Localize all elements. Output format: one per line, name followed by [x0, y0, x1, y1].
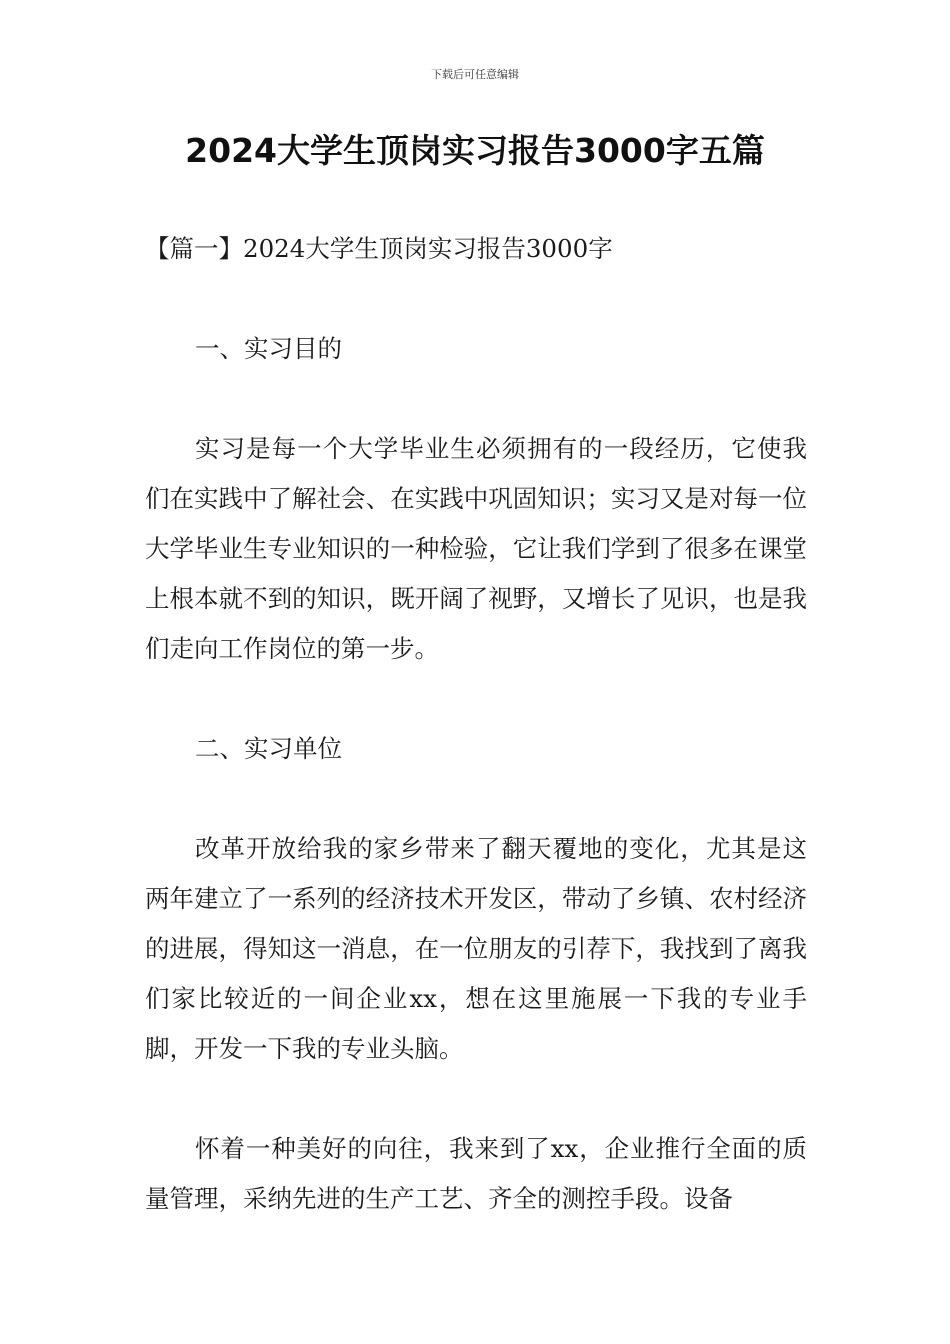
section-heading-purpose: 一、实习目的	[195, 334, 342, 363]
header-note: 下载后可任意编辑	[431, 68, 519, 81]
part-heading: 【篇一】2024大学生顶岗实习报告3000字	[145, 234, 613, 263]
paragraph-unit-2: 怀着一种美好的向往，我来到了xx，企业推行全面的质量管理，采纳先进的生产工艺、齐全的测控手段。设备	[145, 1134, 807, 1213]
paragraph-purpose: 实习是每一个大学毕业生必须拥有的一段经历，它使我们在实践中了解社会、在实践中巩固知识；实习又是对每一位大学毕业生专业知识的一种检验，它让我们学到了很多在课堂上根本就不到的知识，既开阔了视野，又增长了见识，也是我们走向工作岗位的第一步。	[145, 434, 807, 663]
document-title: 2024大学生顶岗实习报告3000字五篇	[185, 131, 765, 170]
section-heading-unit: 二、实习单位	[195, 734, 342, 763]
paragraph-unit-1: 改革开放给我的家乡带来了翻天覆地的变化，尤其是这两年建立了一系列的经济技术开发区，带动了乡镇、农村经济的进展，得知这一消息，在一位朋友的引荐下，我找到了离我们家比较近的一间企业xx，想在这里施展一下我的专业手脚，开发一下我的专业头脑。	[145, 834, 807, 1063]
document-body	[145, 224, 807, 1224]
